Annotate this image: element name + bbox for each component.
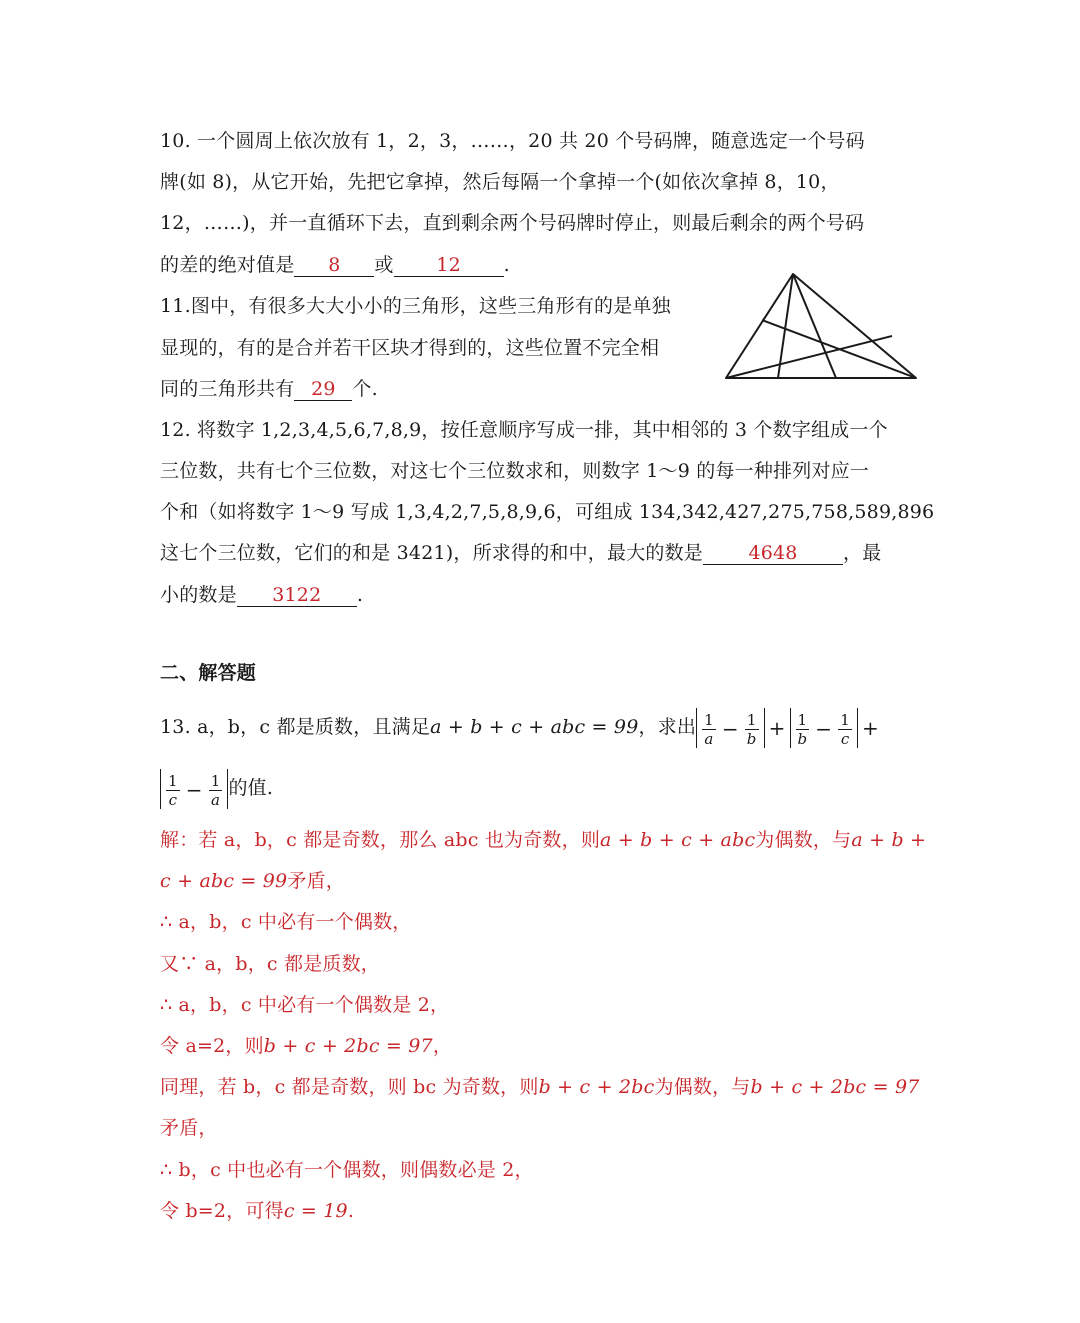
q13-tail: 的值. xyxy=(228,777,274,799)
solution-text: 为偶数，与 xyxy=(654,1076,751,1098)
q12-line-4-suffix: ，最 xyxy=(843,542,882,564)
solution-line-3: ∴ a，b，c 中必有一个偶数， xyxy=(160,911,412,933)
q13-vars-text: a，b，c 都是质数，且满足 xyxy=(197,716,431,738)
plus-sign: + xyxy=(862,716,879,740)
q11-answer-blank: 29 xyxy=(294,378,352,401)
solution-text: 令 a=2，则 xyxy=(160,1035,264,1057)
fraction-1-over-b: $\frac{1}{b}$ xyxy=(797,710,808,748)
q10-line-4-suffix: . xyxy=(503,254,510,276)
solution-math: a + b + c + abc xyxy=(600,829,756,851)
fraction-1-over-c: $\frac{1}{c}$ xyxy=(840,710,851,748)
solution-math: b + c + 2bc = 97 xyxy=(750,1076,920,1098)
q11-line-3 xyxy=(160,377,378,401)
solution-line-2 xyxy=(160,869,345,893)
fraction-1-over-b: $\frac{1}{b}$ xyxy=(746,710,757,748)
solution-text: 令 b=2，可得 xyxy=(160,1200,284,1222)
q13-line-1 xyxy=(160,705,883,749)
solution-line-1 xyxy=(160,828,926,852)
q12-answer-max-blank: 4648 xyxy=(703,542,843,565)
solution-line-10 xyxy=(160,1199,354,1223)
q11-line-3-suffix: 个. xyxy=(352,378,378,400)
solution-math: c + abc = 99 xyxy=(160,870,288,892)
solution-text: ， xyxy=(432,1035,453,1057)
fraction-1-over-c: $\frac{1}{c}$ xyxy=(168,771,178,809)
q10-line-4-prefix: 的差的绝对值是 xyxy=(160,254,295,276)
q10-line-2: 牌(如 8)，从它开始，先把它拿掉，然后每隔一个拿掉一个(如依次拿掉 8，10， xyxy=(160,171,840,193)
q12-line-1: 12. 将数字 1,2,3,4,5,6,7,8,9，按任意顺序写成一排，其中相邻的 3 个数字组成一个 xyxy=(160,419,888,441)
q13-equation: a + b + c + abc = 99 xyxy=(430,716,639,738)
fraction-1-over-a: $\frac{1}{a}$ xyxy=(210,771,221,809)
cevian-line-1 xyxy=(793,274,836,378)
solution-text: 解：若 a，b，c 都是奇数，那么 abc 也为奇数，则 xyxy=(160,829,601,851)
q10-answer-blank-2: 12 xyxy=(394,254,504,277)
plus-sign: + xyxy=(768,716,786,740)
q13-number: 13. xyxy=(160,716,191,738)
cevian-line-3 xyxy=(726,336,892,378)
q12-line-5 xyxy=(160,583,363,607)
q10-line-4 xyxy=(160,253,510,277)
solution-math: b + c + 2bc = 97 xyxy=(263,1035,433,1057)
q12-line-5-prefix: 小的数是 xyxy=(160,584,237,606)
outer-triangle xyxy=(726,274,916,378)
abs-term-bc: $\frac{1}{b}$ − $\frac{1}{c}$ xyxy=(790,708,858,748)
q10-line-3: 12，……)，并一直循环下去，直到剩余两个号码牌时停止，则最后剩余的两个号码 xyxy=(160,212,865,234)
fraction-1-over-a: $\frac{1}{a}$ xyxy=(704,710,714,748)
solution-math: a + b + xyxy=(851,829,927,851)
q10-line-1: 10. 一个圆周上依次放有 1，2，3，……，20 共 20 个号码牌，随意选定一个号码 xyxy=(160,130,865,152)
solution-line-5: ∴ a，b，c 中必有一个偶数是 2， xyxy=(160,994,450,1016)
q12-line-2: 三位数，共有七个三位数，对这七个三位数求和，则数字 1～9 的每一种排列对应一 xyxy=(160,460,870,482)
solution-text: 矛盾， xyxy=(287,870,345,892)
solution-line-9: ∴ b，c 中也必有一个偶数，则偶数必是 2， xyxy=(160,1159,534,1181)
cevian-line-4 xyxy=(762,320,916,378)
solution-text: 同理，若 b，c 都是奇数，则 bc 为奇数，则 xyxy=(160,1076,539,1098)
solution-text: . xyxy=(347,1200,355,1222)
abs-term-ca: $\frac{1}{c}$ − $\frac{1}{a}$ xyxy=(160,769,228,809)
q13-ask-text: ，求出 xyxy=(638,716,697,738)
triangle-figure xyxy=(722,268,922,384)
solution-text: 为偶数，与 xyxy=(755,829,852,851)
q11-line-1: 11.图中，有很多大大小小的三角形，这些三角形有的是单独 xyxy=(160,295,671,317)
q10-answer-blank-1: 8 xyxy=(294,254,374,277)
q12-line-4-prefix: 这七个三位数，它们的和是 3421)，所求得的和中，最大的数是 xyxy=(160,542,704,564)
solution-line-7 xyxy=(160,1075,920,1099)
q13-line-2 xyxy=(160,766,273,810)
q12-line-3: 个和（如将数字 1～9 写成 1,3,4,2,7,5,8,9,6，可组成 134,342,427,275,758,589,896 xyxy=(160,501,935,523)
q11-line-3-prefix: 同的三角形共有 xyxy=(160,378,295,400)
q12-line-4 xyxy=(160,541,881,565)
q12-line-5-suffix: . xyxy=(356,584,364,606)
q11-line-2: 显现的，有的是合并若干区块才得到的，这些位置不完全相 xyxy=(160,337,660,359)
solution-line-6 xyxy=(160,1034,452,1058)
abs-term-ab: $\frac{1}{a}$ − $\frac{1}{b}$ xyxy=(696,708,764,748)
section-heading: 二、解答题 xyxy=(160,662,257,684)
q12-answer-min-blank: 3122 xyxy=(237,584,357,607)
q10-or-text: 或 xyxy=(374,254,394,276)
solution-math: b + c + 2bc xyxy=(538,1076,655,1098)
solution-line-4: 又∵ a，b，c 都是质数， xyxy=(160,953,381,975)
solution-line-8: 矛盾， xyxy=(160,1117,218,1139)
solution-math: c = 19 xyxy=(283,1200,348,1222)
